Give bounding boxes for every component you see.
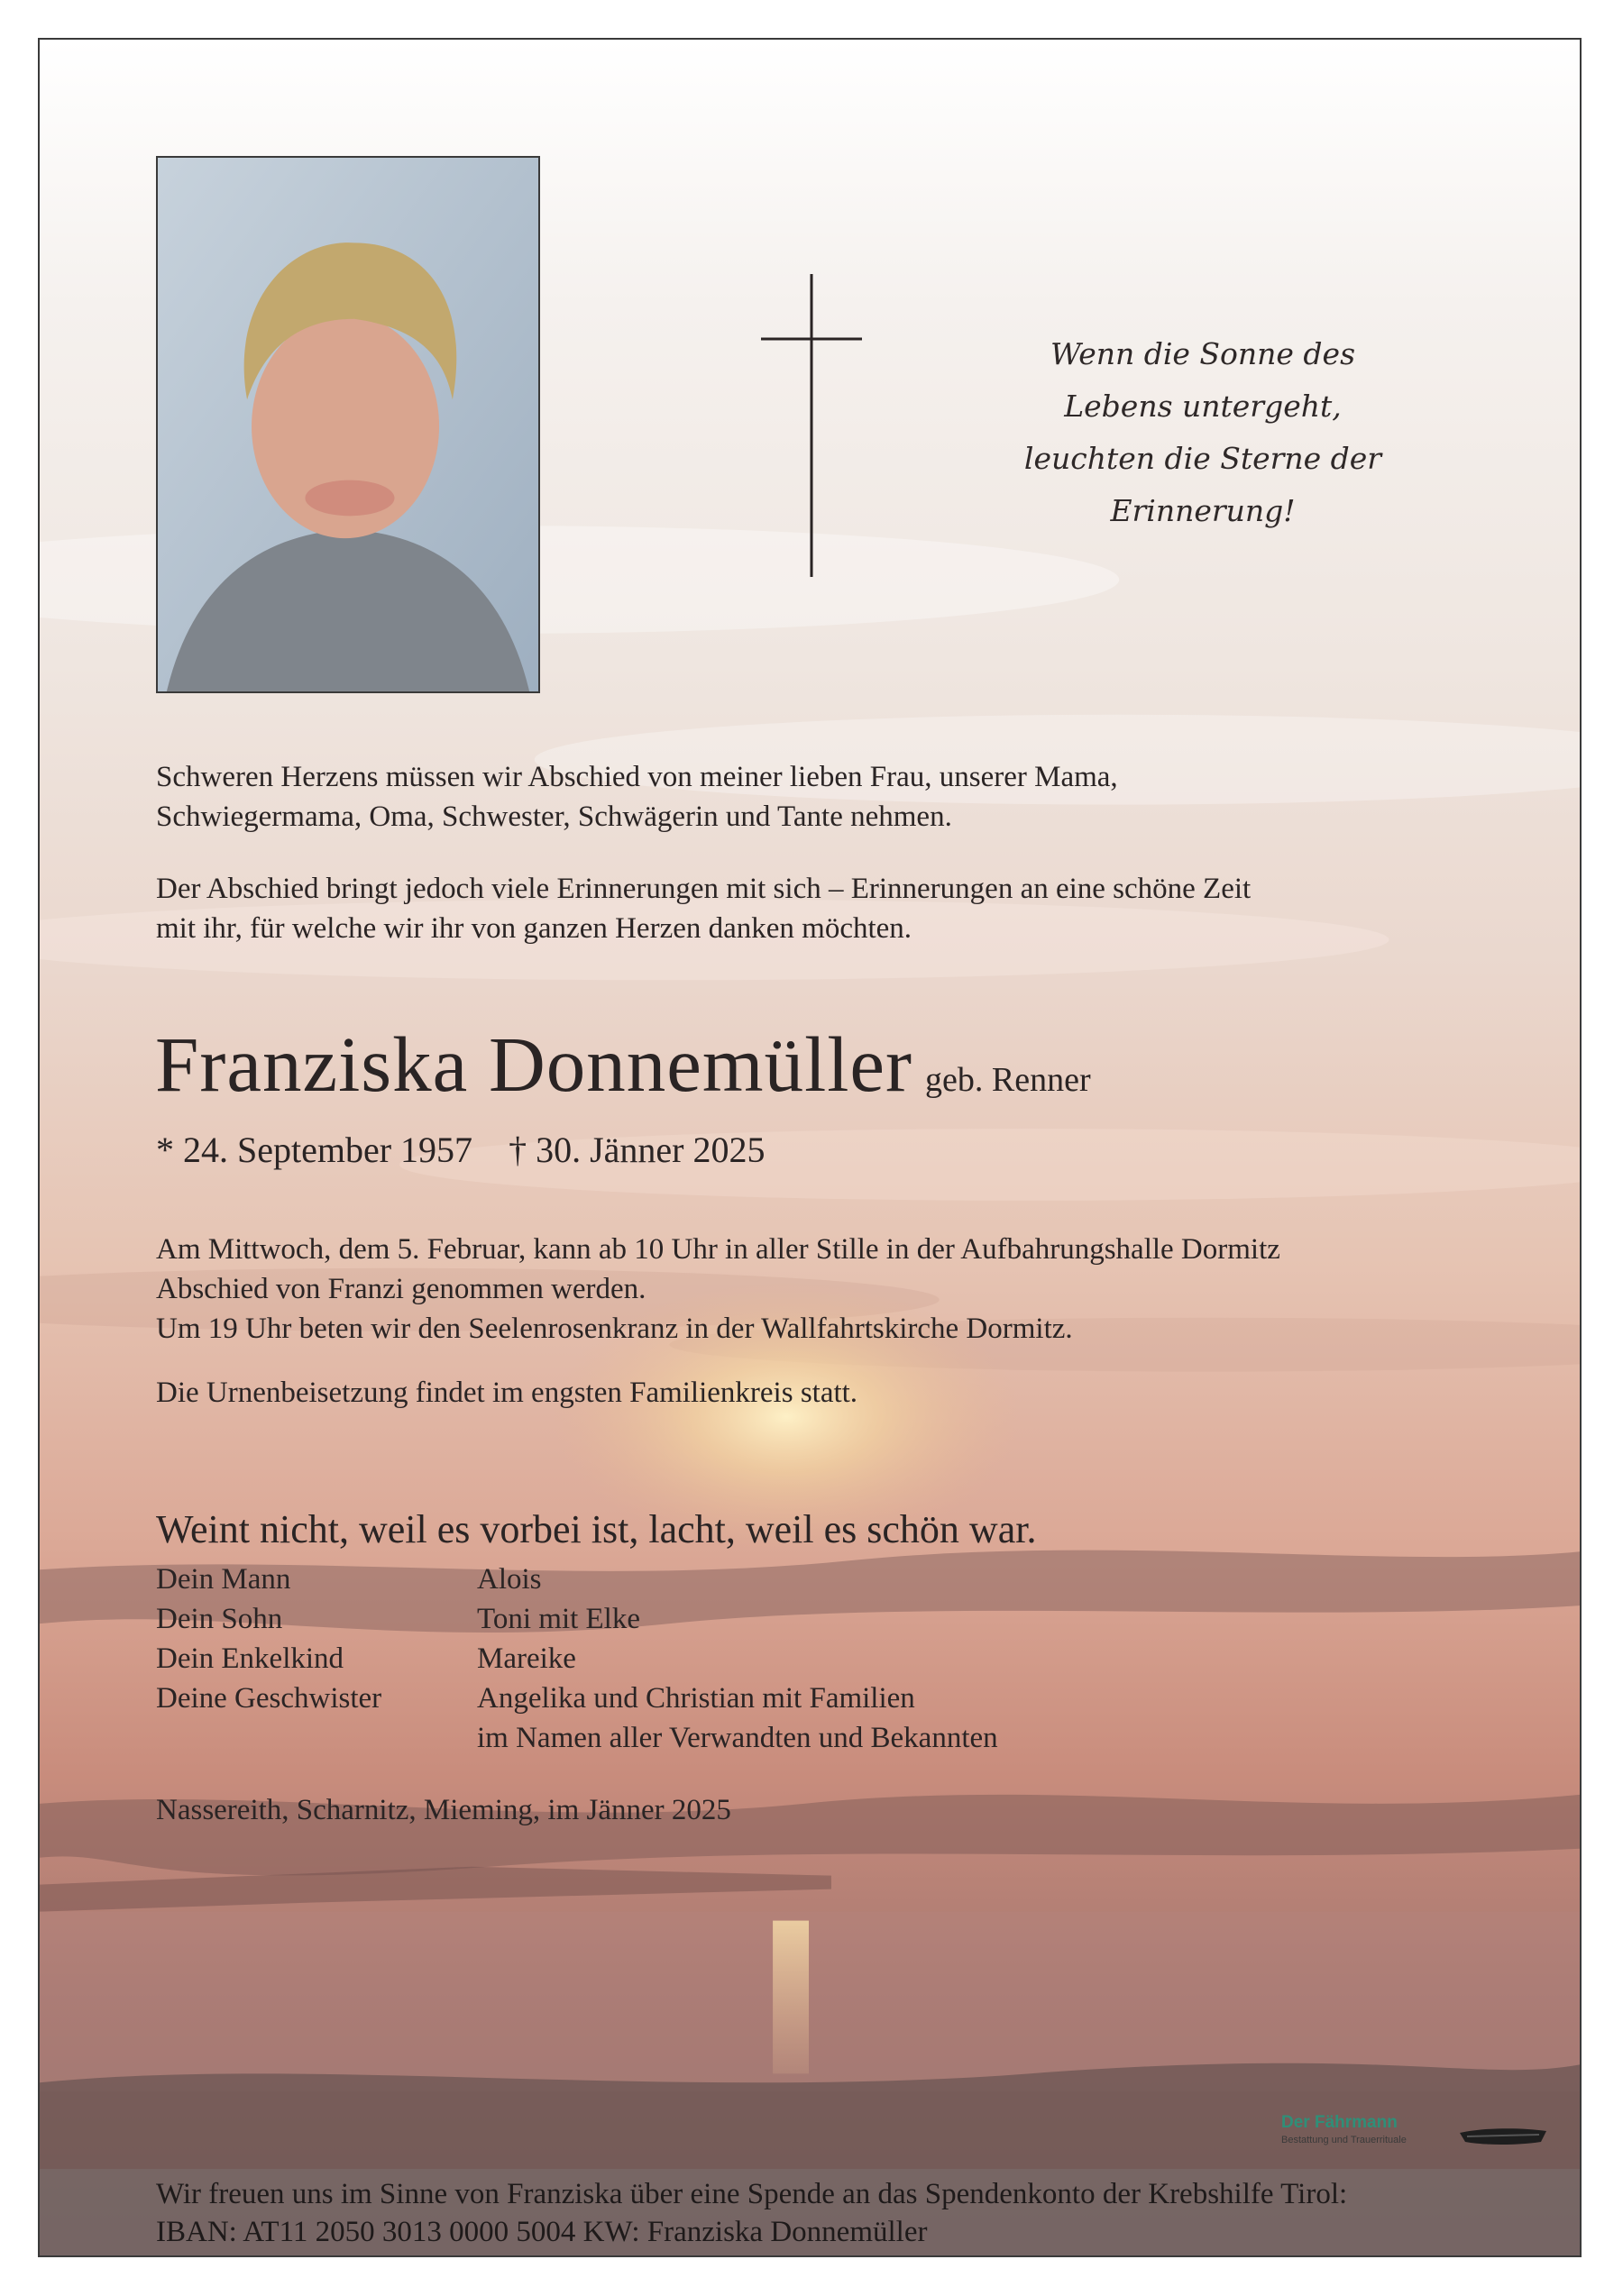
quote-line: Erinnerung! <box>1110 493 1296 528</box>
quote-line: Lebens untergeht, <box>1064 389 1342 424</box>
mourner-relation: Dein Enkelkind <box>156 1642 344 1675</box>
obituary-card <box>38 38 1582 2257</box>
donation-footer <box>40 2169 1580 2257</box>
text-line: Der Abschied bringt jedoch viele Erinnerungen mit sich – Erinnerungen an eine schöne Zeit <box>156 873 1252 905</box>
logo-tagline: Bestattung und Trauerrituale <box>1281 2135 1407 2145</box>
burial-note <box>156 1373 857 1413</box>
mourner-relation: Dein Mann <box>156 1563 291 1596</box>
mourner-names: Toni mit Elke <box>477 1603 641 1635</box>
intro-paragraph-2 <box>156 869 1251 948</box>
mourner-relation: Deine Geschwister <box>156 1682 382 1715</box>
mourner-names: Mareike <box>477 1642 576 1675</box>
text-line: Die Urnenbeisetzung findet im engsten Familienkreis statt. <box>156 1377 858 1409</box>
quote-line: leuchten die Sterne der <box>1023 441 1382 476</box>
motto: Weint nicht, weil es vorbei ist, lacht, weil es schön war. <box>156 1507 1037 1551</box>
place-date: Nassereith, Scharnitz, Mieming, im Jänner 2025 <box>156 1794 731 1826</box>
death-date: † 30. Jänner 2025 <box>509 1130 766 1170</box>
deceased-name-block <box>155 1019 1091 1110</box>
boat-icon <box>1458 2122 1548 2149</box>
text-line: Am Mittwoch, dem 5. Februar, kann ab 10 Uhr in aller Stille in der Aufbahrungshalle Dormitz <box>156 1233 1280 1266</box>
text-line: mit ihr, für welche wir ihr von ganzen Herzen danken möchten. <box>156 912 912 945</box>
birth-name: geb. Renner <box>925 1061 1091 1099</box>
portrait-photo <box>156 156 540 693</box>
mourner-names: Angelika und Christian mit Familien <box>477 1682 915 1715</box>
funeral-home-logo <box>1281 2113 1552 2158</box>
text-line: Schwiegermama, Oma, Schwester, Schwägerin und Tante nehmen. <box>156 800 952 833</box>
mourner-relation: Dein Sohn <box>156 1603 283 1635</box>
arrangements-paragraph <box>156 1230 1280 1349</box>
life-dates <box>156 1129 765 1171</box>
mourner-names: Alois <box>477 1563 542 1596</box>
quote-line: Wenn die Sonne des <box>1050 336 1356 371</box>
text-line: Um 19 Uhr beten wir den Seelenrosenkranz in der Wallfahrtskirche Dormitz. <box>156 1313 1073 1345</box>
intro-paragraph-1 <box>156 757 1118 837</box>
birth-date: * 24. September 1957 <box>156 1130 473 1170</box>
cross-icon <box>761 274 862 577</box>
text-line: Schweren Herzens müssen wir Abschied von meiner lieben Frau, unserer Mama, <box>156 761 1118 793</box>
text-line: Abschied von Franzi genommen werden. <box>156 1273 646 1305</box>
deceased-name: Franziska Donnemüller <box>155 1020 913 1108</box>
memorial-quote <box>1013 328 1392 537</box>
logo-brand: Der Fährmann <box>1281 2113 1398 2132</box>
donation-iban: IBAN: AT11 2050 3013 0000 5004 KW: Franziska Donnemüller <box>156 2216 928 2248</box>
donation-text: Wir freuen uns im Sinne von Franziska über eine Spende an das Spendenkonto der Krebshilfe Tirol: <box>156 2178 1348 2210</box>
mourner-names: im Namen aller Verwandten und Bekannten <box>477 1722 998 1754</box>
